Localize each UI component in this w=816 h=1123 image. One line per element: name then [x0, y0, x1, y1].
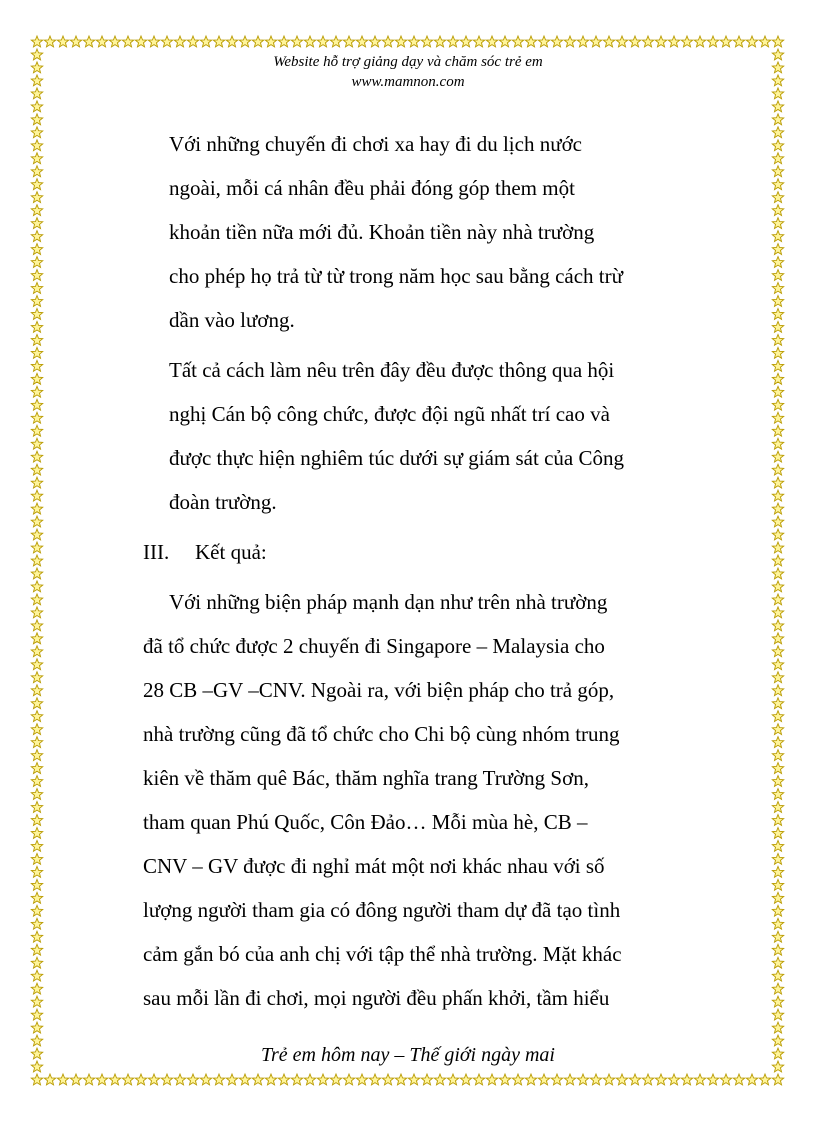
- star-icon: [772, 205, 783, 216]
- star-icon: [720, 36, 731, 47]
- star-icon: [226, 36, 237, 47]
- star-icon: [447, 1074, 458, 1085]
- star-icon: [226, 1074, 237, 1085]
- star-icon: [31, 179, 42, 190]
- star-icon: [486, 1074, 497, 1085]
- star-icon: [83, 1074, 94, 1085]
- star-icon: [31, 101, 42, 112]
- star-icon: [31, 140, 42, 151]
- star-icon: [772, 477, 783, 488]
- star-icon: [434, 1074, 445, 1085]
- star-icon: [759, 36, 770, 47]
- star-icon: [772, 957, 783, 968]
- star-icon: [395, 36, 406, 47]
- star-icon: [772, 789, 783, 800]
- star-icon: [772, 646, 783, 657]
- star-icon: [772, 1022, 783, 1033]
- star-icon: [395, 1074, 406, 1085]
- star-icon: [31, 373, 42, 384]
- star-icon: [31, 594, 42, 605]
- text-line: Với những chuyến đi chơi xa hay đi du lịch nước: [169, 132, 582, 156]
- star-icon: [733, 36, 744, 47]
- star-icon: [304, 36, 315, 47]
- star-icon: [31, 892, 42, 903]
- star-icon: [772, 970, 783, 981]
- star-icon: [317, 1074, 328, 1085]
- star-icon: [31, 879, 42, 890]
- text-line: tham quan Phú Quốc, Côn Đảo… Mỗi mùa hè, CB –: [143, 810, 588, 834]
- star-icon: [31, 451, 42, 462]
- text-line: kiên về thăm quê Bác, thăm nghĩa trang Trường Sơn,: [143, 766, 589, 790]
- star-icon: [31, 711, 42, 722]
- star-icon: [252, 1074, 263, 1085]
- star-icon: [772, 399, 783, 410]
- star-icon: [772, 853, 783, 864]
- star-icon: [31, 503, 42, 514]
- star-icon: [772, 516, 783, 527]
- star-icon: [122, 1074, 133, 1085]
- star-icon: [694, 1074, 705, 1085]
- star-icon: [538, 1074, 549, 1085]
- star-icon: [96, 36, 107, 47]
- text-line: khoản tiền nữa mới đủ. Khoản tiền này nhà trường: [169, 220, 595, 244]
- text-line: Với những biện pháp mạnh dạn như trên nhà trường: [169, 590, 608, 614]
- star-icon: [759, 1074, 770, 1085]
- star-icon: [135, 1074, 146, 1085]
- star-icon: [772, 542, 783, 553]
- star-icon: [772, 607, 783, 618]
- star-icon: [31, 529, 42, 540]
- star-icon: [356, 36, 367, 47]
- star-icon: [772, 983, 783, 994]
- header-site-title: Website hỗ trợ giảng dạy và chăm sóc trẻ em: [273, 54, 543, 70]
- star-icon: [460, 36, 471, 47]
- star-icon: [772, 866, 783, 877]
- star-icon: [31, 905, 42, 916]
- star-icon: [590, 1074, 601, 1085]
- star-icon: [265, 36, 276, 47]
- star-icon: [57, 36, 68, 47]
- star-icon: [616, 36, 627, 47]
- star-icon: [31, 996, 42, 1007]
- page-footer-slogan: Trẻ em hôm nay – Thế giới ngày mai: [261, 1044, 555, 1066]
- star-icon: [187, 1074, 198, 1085]
- star-icon: [772, 581, 783, 592]
- star-icon: [382, 1074, 393, 1085]
- star-icon: [772, 996, 783, 1007]
- star-icon: [31, 1074, 42, 1085]
- star-icon: [278, 36, 289, 47]
- star-icon: [122, 36, 133, 47]
- star-icon: [31, 114, 42, 125]
- star-icon: [31, 815, 42, 826]
- star-icon: [31, 542, 42, 553]
- star-icon: [772, 892, 783, 903]
- star-icon: [278, 1074, 289, 1085]
- star-icon: [772, 114, 783, 125]
- star-icon: [772, 879, 783, 890]
- star-icon: [772, 1074, 783, 1085]
- star-icon: [174, 36, 185, 47]
- star-icon: [31, 646, 42, 657]
- star-icon: [31, 698, 42, 709]
- star-icon: [57, 1074, 68, 1085]
- star-icon: [772, 568, 783, 579]
- star-icon: [564, 36, 575, 47]
- star-icon: [473, 36, 484, 47]
- star-icon: [733, 1074, 744, 1085]
- star-icon: [31, 970, 42, 981]
- star-icon: [655, 36, 666, 47]
- star-icon: [772, 321, 783, 332]
- star-icon: [31, 166, 42, 177]
- star-icon: [44, 1074, 55, 1085]
- star-icon: [31, 776, 42, 787]
- star-icon: [668, 36, 679, 47]
- star-icon: [512, 1074, 523, 1085]
- star-icon: [772, 464, 783, 475]
- star-icon: [525, 1074, 536, 1085]
- star-icon: [31, 360, 42, 371]
- star-icon: [577, 36, 588, 47]
- star-icon: [31, 283, 42, 294]
- text-line: Tất cả cách làm nêu trên đây đều được thông qua hội: [169, 358, 615, 382]
- star-icon: [31, 127, 42, 138]
- star-icon: [31, 555, 42, 566]
- star-icon: [772, 386, 783, 397]
- star-icon: [31, 737, 42, 748]
- star-icon: [616, 1074, 627, 1085]
- star-icon: [70, 36, 81, 47]
- text-line: đoàn trường.: [169, 490, 277, 514]
- star-icon: [31, 270, 42, 281]
- star-icon: [473, 1074, 484, 1085]
- text-line: đã tổ chức được 2 chuyến đi Singapore – Malaysia cho: [143, 634, 605, 658]
- star-icon: [31, 296, 42, 307]
- star-icon: [772, 425, 783, 436]
- star-icon: [772, 153, 783, 164]
- star-icon: [486, 36, 497, 47]
- star-icon: [447, 36, 458, 47]
- star-icon: [772, 737, 783, 748]
- star-icon: [642, 1074, 653, 1085]
- star-icon: [772, 633, 783, 644]
- star-icon: [252, 36, 263, 47]
- star-icon: [31, 334, 42, 345]
- star-icon: [31, 386, 42, 397]
- star-icon: [772, 776, 783, 787]
- star-icon: [31, 931, 42, 942]
- star-icon: [31, 36, 42, 47]
- star-icon: [31, 477, 42, 488]
- star-icon: [655, 1074, 666, 1085]
- star-icon: [772, 373, 783, 384]
- star-icon: [83, 36, 94, 47]
- text-line: dần vào lương.: [169, 308, 295, 332]
- star-icon: [551, 1074, 562, 1085]
- star-icon: [772, 750, 783, 761]
- star-icon: [265, 1074, 276, 1085]
- star-icon: [642, 36, 653, 47]
- star-icon: [31, 724, 42, 735]
- star-icon: [31, 1009, 42, 1020]
- star-icon: [96, 1074, 107, 1085]
- star-icon: [772, 308, 783, 319]
- star-icon: [499, 1074, 510, 1085]
- star-icon: [772, 451, 783, 462]
- star-icon: [772, 244, 783, 255]
- star-icon: [291, 1074, 302, 1085]
- star-icon: [343, 1074, 354, 1085]
- star-icon: [109, 36, 120, 47]
- star-icon: [694, 36, 705, 47]
- star-icon: [31, 581, 42, 592]
- star-icon: [31, 399, 42, 410]
- star-icon: [31, 464, 42, 475]
- star-icon: [31, 789, 42, 800]
- star-icon: [31, 672, 42, 683]
- paragraph-results: [143, 580, 703, 1020]
- star-icon: [512, 36, 523, 47]
- section-number: III.: [143, 540, 170, 564]
- star-icon: [772, 918, 783, 929]
- star-icon: [772, 283, 783, 294]
- text-line: lượng người tham gia có đông người tham dự đã tạo tình: [143, 898, 621, 922]
- text-line: được thực hiện nghiêm túc dưới sự giám sát của Công: [169, 446, 624, 470]
- star-icon: [460, 1074, 471, 1085]
- star-icon: [304, 1074, 315, 1085]
- star-icon: [434, 36, 445, 47]
- section-title: Kết quả:: [195, 540, 267, 564]
- star-icon: [31, 153, 42, 164]
- star-icon: [369, 36, 380, 47]
- star-icon: [577, 1074, 588, 1085]
- star-icon: [343, 36, 354, 47]
- text-line: nhà trường cũng đã tổ chức cho Chi bộ cùng nhóm trung: [143, 722, 620, 746]
- text-line: cho phép họ trả từ từ trong năm học sau bằng cách trừ: [169, 264, 624, 288]
- star-icon: [772, 840, 783, 851]
- star-icon: [772, 192, 783, 203]
- star-icon: [772, 360, 783, 371]
- star-icon: [772, 1009, 783, 1020]
- text-line: sau mỗi lần đi chơi, mọi người đều phấn khởi, tầm hiểu: [143, 986, 610, 1010]
- star-icon: [772, 438, 783, 449]
- star-icon: [772, 555, 783, 566]
- star-icon: [603, 1074, 614, 1085]
- star-icon: [31, 568, 42, 579]
- text-line: 28 CB –GV –CNV. Ngoài ra, với biện pháp cho trả góp,: [143, 678, 615, 702]
- star-icon: [31, 918, 42, 929]
- document-body: [143, 122, 703, 1020]
- star-icon: [772, 101, 783, 112]
- star-icon: [330, 1074, 341, 1085]
- star-icon: [31, 516, 42, 527]
- star-icon: [772, 36, 783, 47]
- star-icon: [330, 36, 341, 47]
- star-icon: [772, 698, 783, 709]
- star-icon: [31, 347, 42, 358]
- star-icon: [200, 1074, 211, 1085]
- star-icon: [590, 36, 601, 47]
- star-icon: [772, 659, 783, 670]
- star-icon: [135, 36, 146, 47]
- star-icon: [31, 866, 42, 877]
- star-icon: [109, 1074, 120, 1085]
- star-icon: [31, 1022, 42, 1033]
- star-icon: [772, 711, 783, 722]
- star-icon: [772, 944, 783, 955]
- star-icon: [161, 1074, 172, 1085]
- star-icon: [772, 270, 783, 281]
- star-icon: [408, 1074, 419, 1085]
- star-icon: [668, 1074, 679, 1085]
- star-icon: [772, 905, 783, 916]
- star-icon: [31, 607, 42, 618]
- star-icon: [720, 1074, 731, 1085]
- star-icon: [31, 827, 42, 838]
- star-icon: [70, 1074, 81, 1085]
- star-icon: [772, 166, 783, 177]
- star-icon: [200, 36, 211, 47]
- star-icon: [213, 36, 224, 47]
- star-icon: [317, 36, 328, 47]
- star-icon: [31, 205, 42, 216]
- star-icon: [421, 1074, 432, 1085]
- star-icon: [31, 802, 42, 813]
- star-icon: [31, 308, 42, 319]
- section-heading: [143, 530, 703, 574]
- star-icon: [31, 438, 42, 449]
- star-icon: [31, 218, 42, 229]
- star-icon: [408, 36, 419, 47]
- header-site-url: www.mamnon.com: [351, 74, 465, 90]
- star-icon: [772, 620, 783, 631]
- star-icon: [603, 36, 614, 47]
- star-icon: [31, 633, 42, 644]
- star-icon: [31, 763, 42, 774]
- star-icon: [187, 36, 198, 47]
- star-icon: [499, 36, 510, 47]
- star-icon: [772, 685, 783, 696]
- star-icon: [772, 179, 783, 190]
- star-icon: [382, 36, 393, 47]
- star-icon: [31, 321, 42, 332]
- star-icon: [772, 218, 783, 229]
- text-line: nghị Cán bộ công chức, được đội ngũ nhất trí cao và: [169, 402, 610, 426]
- star-icon: [707, 1074, 718, 1085]
- star-icon: [525, 36, 536, 47]
- star-icon: [161, 36, 172, 47]
- star-icon: [213, 1074, 224, 1085]
- star-icon: [31, 244, 42, 255]
- star-icon: [31, 425, 42, 436]
- star-icon: [239, 36, 250, 47]
- star-icon: [772, 503, 783, 514]
- star-icon: [772, 724, 783, 735]
- star-icon: [707, 36, 718, 47]
- text-line: cảm gắn bó của anh chị với tập thể nhà trường. Mặt khác: [143, 942, 622, 966]
- star-icon: [772, 334, 783, 345]
- star-icon: [772, 412, 783, 423]
- star-icon: [772, 815, 783, 826]
- star-icon: [772, 931, 783, 942]
- star-icon: [681, 36, 692, 47]
- star-icon: [772, 140, 783, 151]
- star-icon: [31, 957, 42, 968]
- star-icon: [772, 802, 783, 813]
- star-icon: [31, 944, 42, 955]
- star-icon: [31, 983, 42, 994]
- star-icon: [239, 1074, 250, 1085]
- star-icon: [31, 231, 42, 242]
- star-icon: [31, 620, 42, 631]
- star-icon: [772, 231, 783, 242]
- star-icon: [629, 1074, 640, 1085]
- text-line: ngoài, mỗi cá nhân đều phải đóng góp them một: [169, 176, 575, 200]
- star-icon: [31, 840, 42, 851]
- star-icon: [174, 1074, 185, 1085]
- star-icon: [772, 763, 783, 774]
- text-line: CNV – GV được đi nghỉ mát một nơi khác nhau với số: [143, 854, 605, 878]
- star-icon: [746, 36, 757, 47]
- star-icon: [31, 412, 42, 423]
- star-icon: [772, 827, 783, 838]
- star-icon: [772, 257, 783, 268]
- star-icon: [551, 36, 562, 47]
- star-icon: [148, 36, 159, 47]
- star-icon: [772, 490, 783, 501]
- star-icon: [31, 659, 42, 670]
- star-icon: [772, 127, 783, 138]
- paragraph-approval: [143, 348, 703, 524]
- star-icon: [746, 1074, 757, 1085]
- star-icon: [356, 1074, 367, 1085]
- star-icon: [31, 685, 42, 696]
- star-icon: [31, 192, 42, 203]
- star-icon: [772, 529, 783, 540]
- star-icon: [681, 1074, 692, 1085]
- star-icon: [44, 36, 55, 47]
- star-icon: [564, 1074, 575, 1085]
- star-icon: [31, 853, 42, 864]
- star-icon: [772, 296, 783, 307]
- star-icon: [772, 594, 783, 605]
- star-icon: [421, 36, 432, 47]
- star-icon: [772, 347, 783, 358]
- paragraph-contribution: [143, 122, 703, 342]
- star-icon: [31, 490, 42, 501]
- star-icon: [369, 1074, 380, 1085]
- star-icon: [291, 36, 302, 47]
- page-header: [0, 52, 816, 92]
- star-icon: [148, 1074, 159, 1085]
- star-icon: [772, 672, 783, 683]
- star-icon: [538, 36, 549, 47]
- star-icon: [31, 750, 42, 761]
- star-icon: [629, 36, 640, 47]
- star-icon: [31, 257, 42, 268]
